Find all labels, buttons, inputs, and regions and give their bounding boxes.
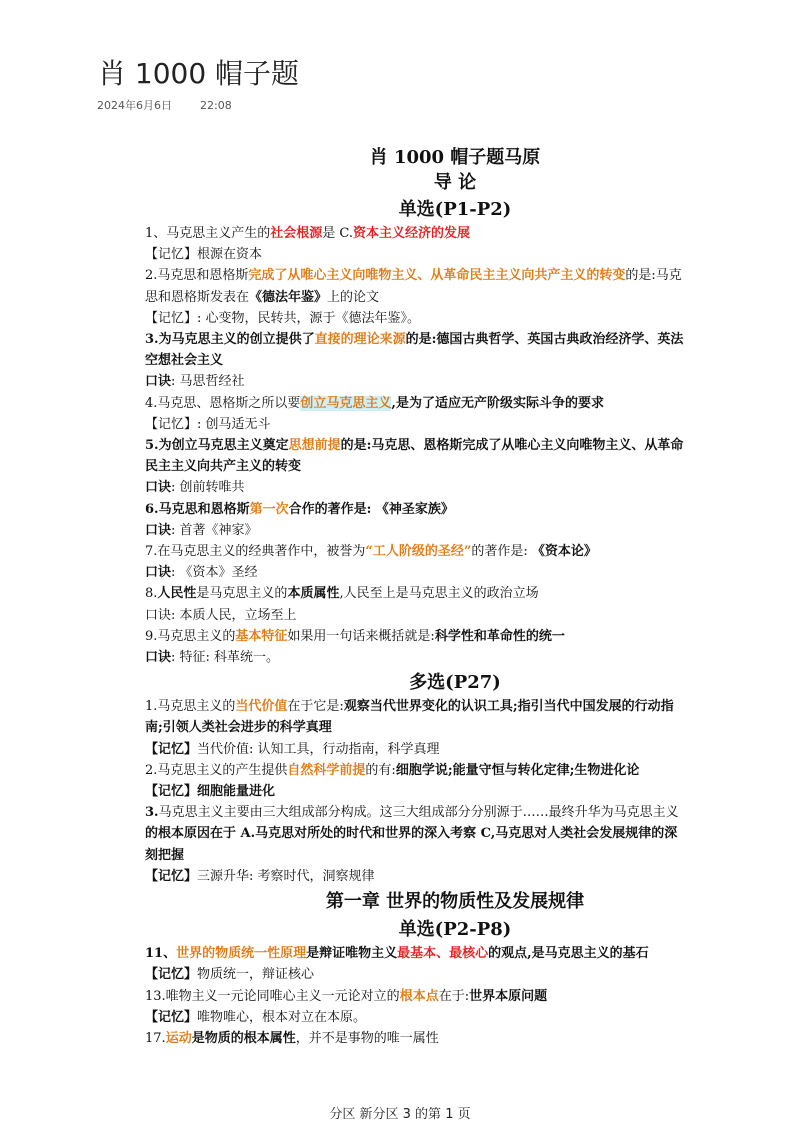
multi-choice-heading: 多选(P27) [409, 672, 501, 694]
doc-main-title: 肖 1000 帽子题马原 [369, 147, 541, 168]
doc-line: 空想社会主义 [145, 353, 224, 369]
doc-line: 【记忆】: 心变物，民转共，源于《德法年鉴》。 [145, 310, 421, 326]
page-time: 22:08 [200, 99, 232, 112]
doc-line: 的根本原因在于 A.马克思对所处的时代和世界的深入考察 C,马克思对人类社会发展规律的深 [145, 826, 678, 842]
chapter-heading: 第一章 世界的物质性及发展规律 [325, 891, 585, 913]
single-choice-heading-1: 单选(P1-P2) [398, 199, 512, 220]
doc-line: 思和恩格斯发表在《德法年鉴》上的论文 [145, 289, 380, 305]
doc-line: 2.马克思主义的产生提供自然科学前提的有:细胞学说;能量守恒与转化定律;生物进化论 [145, 762, 640, 778]
intro-heading: 导 论 [433, 172, 477, 193]
page-meta [97, 97, 232, 113]
doc-line: 口诀: 《资本》圣经 [145, 565, 258, 581]
doc-line: 3.为马克思主义的创立提供了直接的理论来源的是:德国古典哲学、英国古典政治经济学、英法 [145, 332, 684, 348]
doc-line: 口诀: 创前转唯共 [145, 480, 245, 496]
doc-line: 口诀: 特征: 科革统一。 [145, 650, 280, 666]
doc-line: 【记忆】细胞能量进化 [145, 784, 276, 800]
note-content [145, 146, 765, 1049]
page-footer: 分区 新分区 3 的第 1 页 [329, 1107, 471, 1122]
doc-line: 11、世界的物质统一性原理是辩证唯物主义最基本、最核心的观点,是马克思主义的基石 [145, 946, 649, 962]
doc-line: 【记忆】根源在资本 [145, 247, 263, 263]
doc-line: 3.马克思主义主要由三大组成部分构成。这三大组成部分分别源于……最终升华为马克思主义 [145, 805, 679, 821]
doc-line: 【记忆】唯物唯心，根本对立在本原。 [145, 1009, 367, 1025]
page-date: 2024年6月6日 [97, 99, 172, 112]
doc-line: 5.为创立马克思主义奠定思想前提的是:马克思、恩格斯完成了从唯心主义向唯物主义、从革命 [145, 438, 684, 454]
doc-line: 1.马克思主义的当代价值在于它是:观察当代世界变化的认识工具;指引当代中国发展的行动指 [145, 699, 674, 715]
doc-line: 【记忆】三源升华: 考察时代，洞察规律 [145, 868, 375, 884]
doc-line: 【记忆】当代价值: 认知工具，行动指南，科学真理 [145, 741, 440, 757]
doc-line: 民主主义向共产主义的转变 [145, 459, 302, 475]
doc-line: 6.马克思和恩格斯第一次合作的著作是: 《神圣家族》 [145, 501, 454, 517]
doc-line: 【记忆】: 创马适无斗 [145, 416, 271, 432]
doc-line: 【记忆】物质统一，辩证核心 [145, 967, 315, 983]
doc-line: 口诀: 首著《神家》 [145, 522, 258, 538]
doc-line: 17.运动是物质的根本属性，并不是事物的唯一属性 [145, 1030, 439, 1046]
doc-line: 1、马克思主义产生的社会根源是 C.资本主义经济的发展 [145, 226, 471, 241]
doc-line: 4.马克思、恩格斯之所以要创立马克思主义,是为了适应无产阶级实际斗争的要求 [145, 395, 604, 411]
doc-line: 7.在马克思主义的经典著作中，被誉为“工人阶级的圣经”的著作是: 《资本论》 [145, 544, 597, 560]
doc-line: 8.人民性是马克思主义的本质属性,人民至上是马克思主义的政治立场 [145, 586, 539, 602]
page-title: 肖 1000 帽子题 [98, 57, 300, 90]
doc-line: 9.马克思主义的基本特征如果用一句话来概括就是:科学性和革命性的统一 [145, 628, 565, 644]
doc-line: 口诀: 本质人民，立场至上 [145, 607, 297, 623]
doc-line: 刻把握 [145, 847, 185, 863]
single-choice-heading-2: 单选(P2-P8) [398, 919, 512, 941]
doc-line: 口诀: 马思哲经社 [145, 374, 245, 390]
doc-line: 13.唯物主义一元论同唯心主义一元论对立的根本点在于:世界本原问题 [145, 988, 548, 1004]
doc-line: 南;引领人类社会进步的科学真理 [145, 720, 332, 736]
doc-line: 2.马克思和恩格斯完成了从唯心主义向唯物主义、从革命民主主义向共产主义的转变的是:马克 [145, 268, 682, 284]
